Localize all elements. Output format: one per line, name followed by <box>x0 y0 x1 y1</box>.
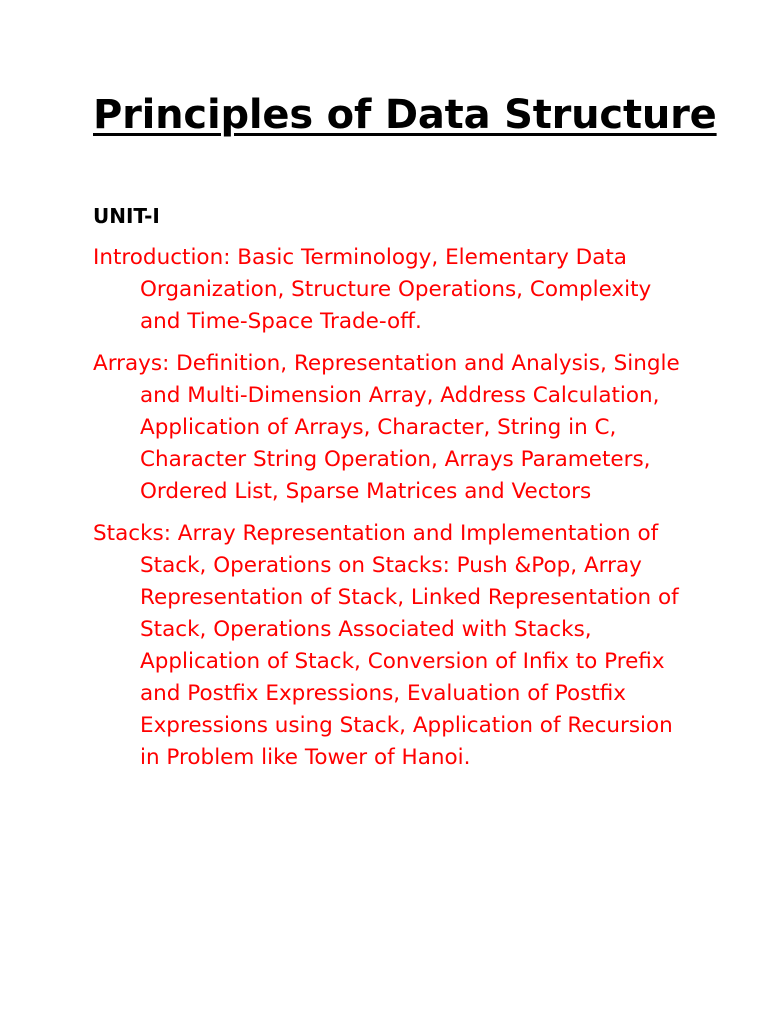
document-title: Principles of Data Structure <box>93 92 717 138</box>
topic-arrays: Arrays: Definition, Representation and Analysis, Single and Multi-Dimension Array, Address Calculation, Application of Arrays, Character, String in C, Character String Operation, Arrays Parameters, Ordered List, Sparse Matrices and Vectors <box>93 351 680 504</box>
topic-list <box>93 242 683 784</box>
topic-introduction: Introduction: Basic Terminology, Elementary Data Organization, Structure Operations, Complexity and Time-Space Trade-off. <box>93 245 652 334</box>
topic-stacks: Stacks: Array Representation and Implementation of Stack, Operations on Stacks: Push &Pop, Array Representation of Stack, Linked Representation of Stack, Operations Associated with Stacks, Application of Stack, Conversion of Infix to Prefix and Postfix Expressions, Evaluation of Postfix Expressions using Stack, Application of Recursion in Problem like Tower of Hanoi. <box>93 521 679 770</box>
unit-heading: UNIT-I <box>93 204 160 228</box>
